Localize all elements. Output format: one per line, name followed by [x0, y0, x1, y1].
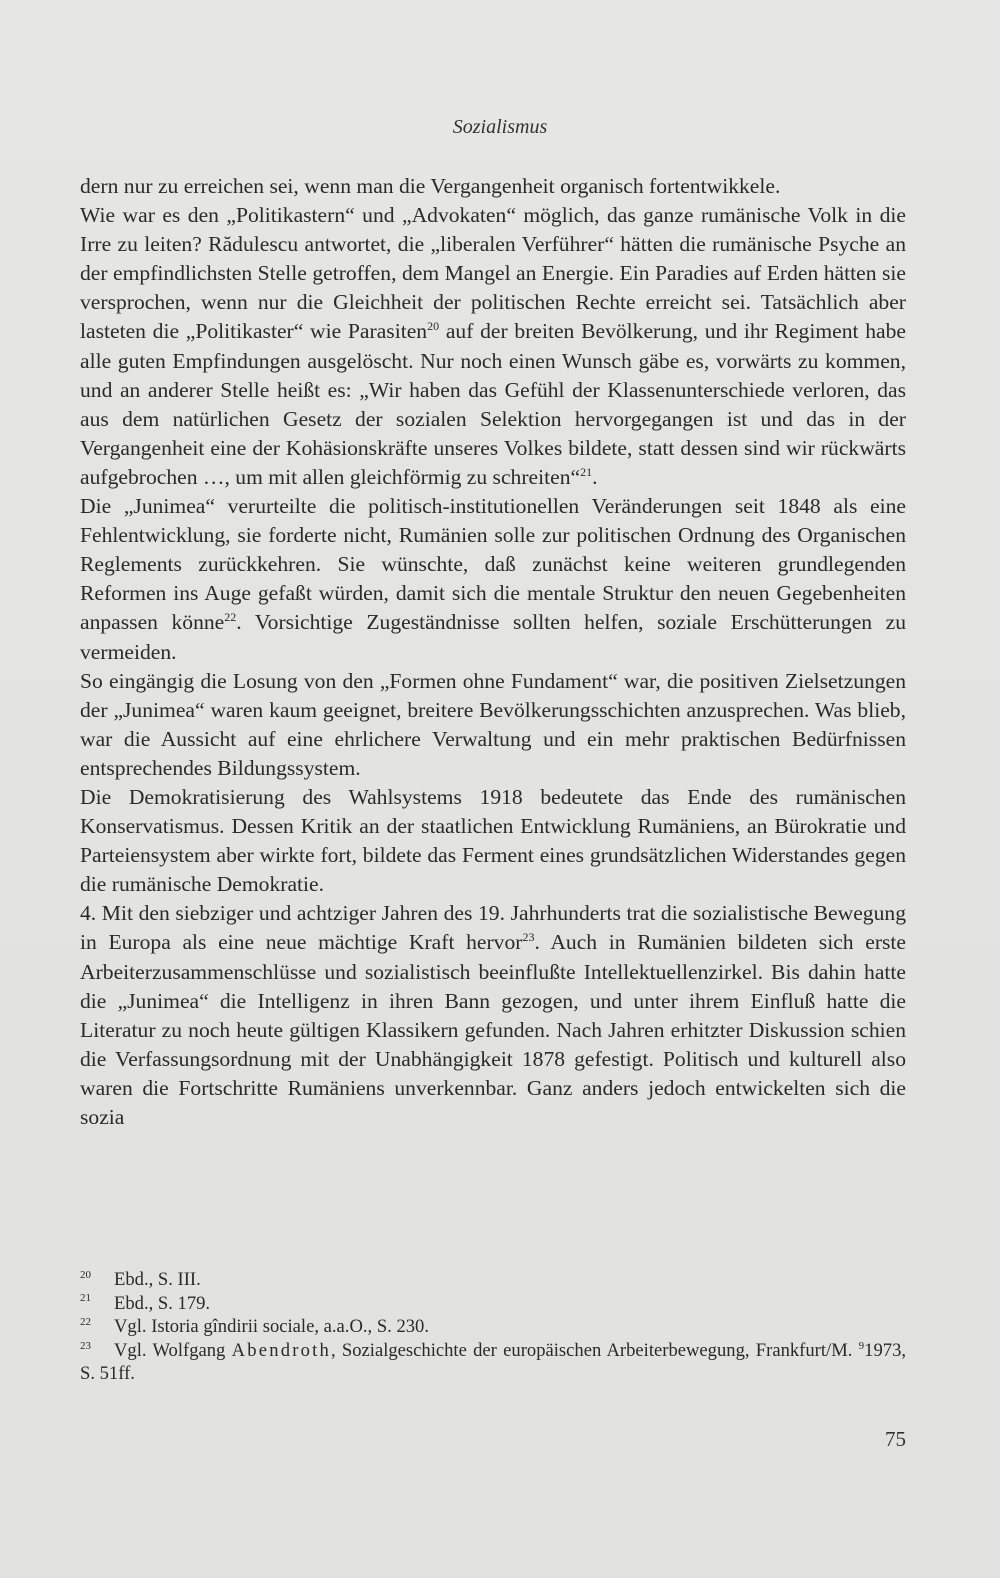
paragraph-text: auf der breiten Bevölkerung, und ihr Regiment habe alle guten Empfindungen ausgelöscht. Nur noch einen Wunsch gäbe es, vorwärts zu kommen, und an anderer Stelle heißt es: „Wir haben das Gefühl der Klassenunterschiede verloren, das aus dem natürlichen Gesetz der sozialen Selektion hervorgegangen ist und das in der Vergangenheit eine der Kohäsionskräfte unseres Volkes bildete, statt dessen sind wir rückwärts aufgebrochen …, um mit allen gleichförmig zu schreiten“: [80, 319, 907, 489]
footnote-text: Ebd., S. III.: [114, 1269, 201, 1290]
footnote-text: 1973, S. 51ff.: [80, 1339, 907, 1385]
footnote-reference: 23: [522, 930, 535, 945]
footnote-text: Vgl. Istoria gîndirii sociale, a.a.O., S. 230.: [114, 1316, 430, 1338]
footnote-21: 21 Ebd., S. 179.: [80, 1292, 211, 1314]
footnote-text: , Sozialgeschichte der europäischen Arbeiterbewegung, Frankfurt/M.: [330, 1339, 859, 1361]
paragraph-text: Die „Junimea“ verurteilte die politisch-institutionellen Veränderungen seit 1848 als eine Fehlentwicklung, sie forderte nicht, Rumänien solle zur politischen Ordnung des Organischen Reglements zurückkehren. Sie wünschte, daß zunächst keine weiteren grundlegenden Reformen ins Auge gefaßt würden, damit sich die mentale Struktur den neuen Gegebenheiten anpassen könne: [80, 494, 906, 635]
paragraph-text: So eingängig die Losung von den „Formen ohne Fundament“ war, die positiven Zielsetzungen der „Junimea“ waren kaum geeignet, breitere Bevölkerungsschichten anzusprechen. Was blieb, war die Aussicht auf eine ehrlichere Verwaltung und ein mehr praktischen Bedürfnissen entsprechendes Bildungssystem.: [80, 668, 906, 780]
body-text: [80, 172, 906, 1132]
running-head: Sozialismus: [452, 116, 548, 138]
edition-superscript: 9: [858, 1339, 865, 1352]
footnote-20: 20 Ebd., S. III.: [80, 1268, 201, 1290]
paragraph-text: dern nur zu erreichen sei, wenn man die Vergangenheit organisch fortentwikkele.: [80, 174, 781, 198]
footnote-reference: 20: [427, 319, 440, 334]
footnote-text: Vgl. Wolfgang: [114, 1339, 232, 1361]
footnote-text: Ebd., S. 179.: [114, 1292, 211, 1314]
footnote-23: 23 Vgl. Wolfgang Abendroth, Sozialgeschichte der europäischen Arbeiterbewegung, Frankfurt/M. $^9$1973, S. 51ff.: [80, 1339, 907, 1385]
paragraph-text: . Vorsichtige Zugeständnisse sollten helfen, soziale Erschütterungen zu vermeiden.: [80, 610, 907, 664]
footnotes: [80, 1268, 906, 1386]
footnote-reference: 22: [224, 610, 237, 625]
paragraph-text: . Auch in Rumänien bildeten sich erste Arbeiterzusammenschlüsse und sozialistisch beeinflußte Intellektuellenzirkel. Bis dahin hatte die „Junimea“ die Intelligenz in ihren Bann gezogen, und unter ihrem Einfluß hatte die Literatur zu noch heute gültigen Klassikern gefunden. Nach Jahren erhitzter Diskussion schien die Verfassungsordnung mit der Unabhängigkeit 1878 gefestigt. Politisch und kulturell also waren die Fortschritte Rumäniens unverkennbar. Ganz anders jedoch entwickelten sich die sozia: [80, 930, 906, 1129]
paragraph: [80, 667, 906, 783]
paragraph-text: 4. Mit den siebziger und achtziger Jahren des 19. Jahrhunderts trat die sozialistische Bewegung in Europa als eine neue mächtige Kraft hervor: [80, 901, 906, 955]
paragraph: [80, 172, 906, 201]
paragraph-text: .: [592, 464, 598, 489]
footnote-reference: 21: [580, 464, 593, 479]
paragraph-text: Die Demokratisierung des Wahlsystems 1918 bedeutete das Ende des rumänischen Konservatismus. Dessen Kritik an der staatlichen Entwicklung Rumäniens, an Bürokratie und Parteiensystem aber wirkte fort, bildete das Ferment eines grundsätzlichen Widerstandes gegen die rumänische Demokratie.: [80, 784, 906, 897]
paragraph: [80, 492, 906, 667]
paragraph: [80, 201, 906, 492]
paragraph: [80, 783, 906, 899]
page-number: 75: [885, 1427, 906, 1451]
footnote-22: 22 Vgl. Istoria gîndirii sociale, a.a.O., S. 230.: [80, 1316, 430, 1338]
paragraph: [80, 899, 906, 1132]
paragraph-text: Wie war es den „Politikastern“ und „Advokaten“ möglich, das ganze rumänische Volk in die Irre zu leiten? Rădulescu antwortet, die „liberalen Verführer“ hätten die rumänische Psyche an der empfindlichsten Stelle getroffen, dem Mangel an Energie. Ein Paradies auf Erden hätten sie versprochen, wenn nur die Gleichheit der politischen Rechte erreicht sei. Tatsächlich aber lasteten die „Politikaster“ wie Parasiten: [80, 203, 906, 344]
footnote-author: Abendroth: [231, 1339, 331, 1361]
